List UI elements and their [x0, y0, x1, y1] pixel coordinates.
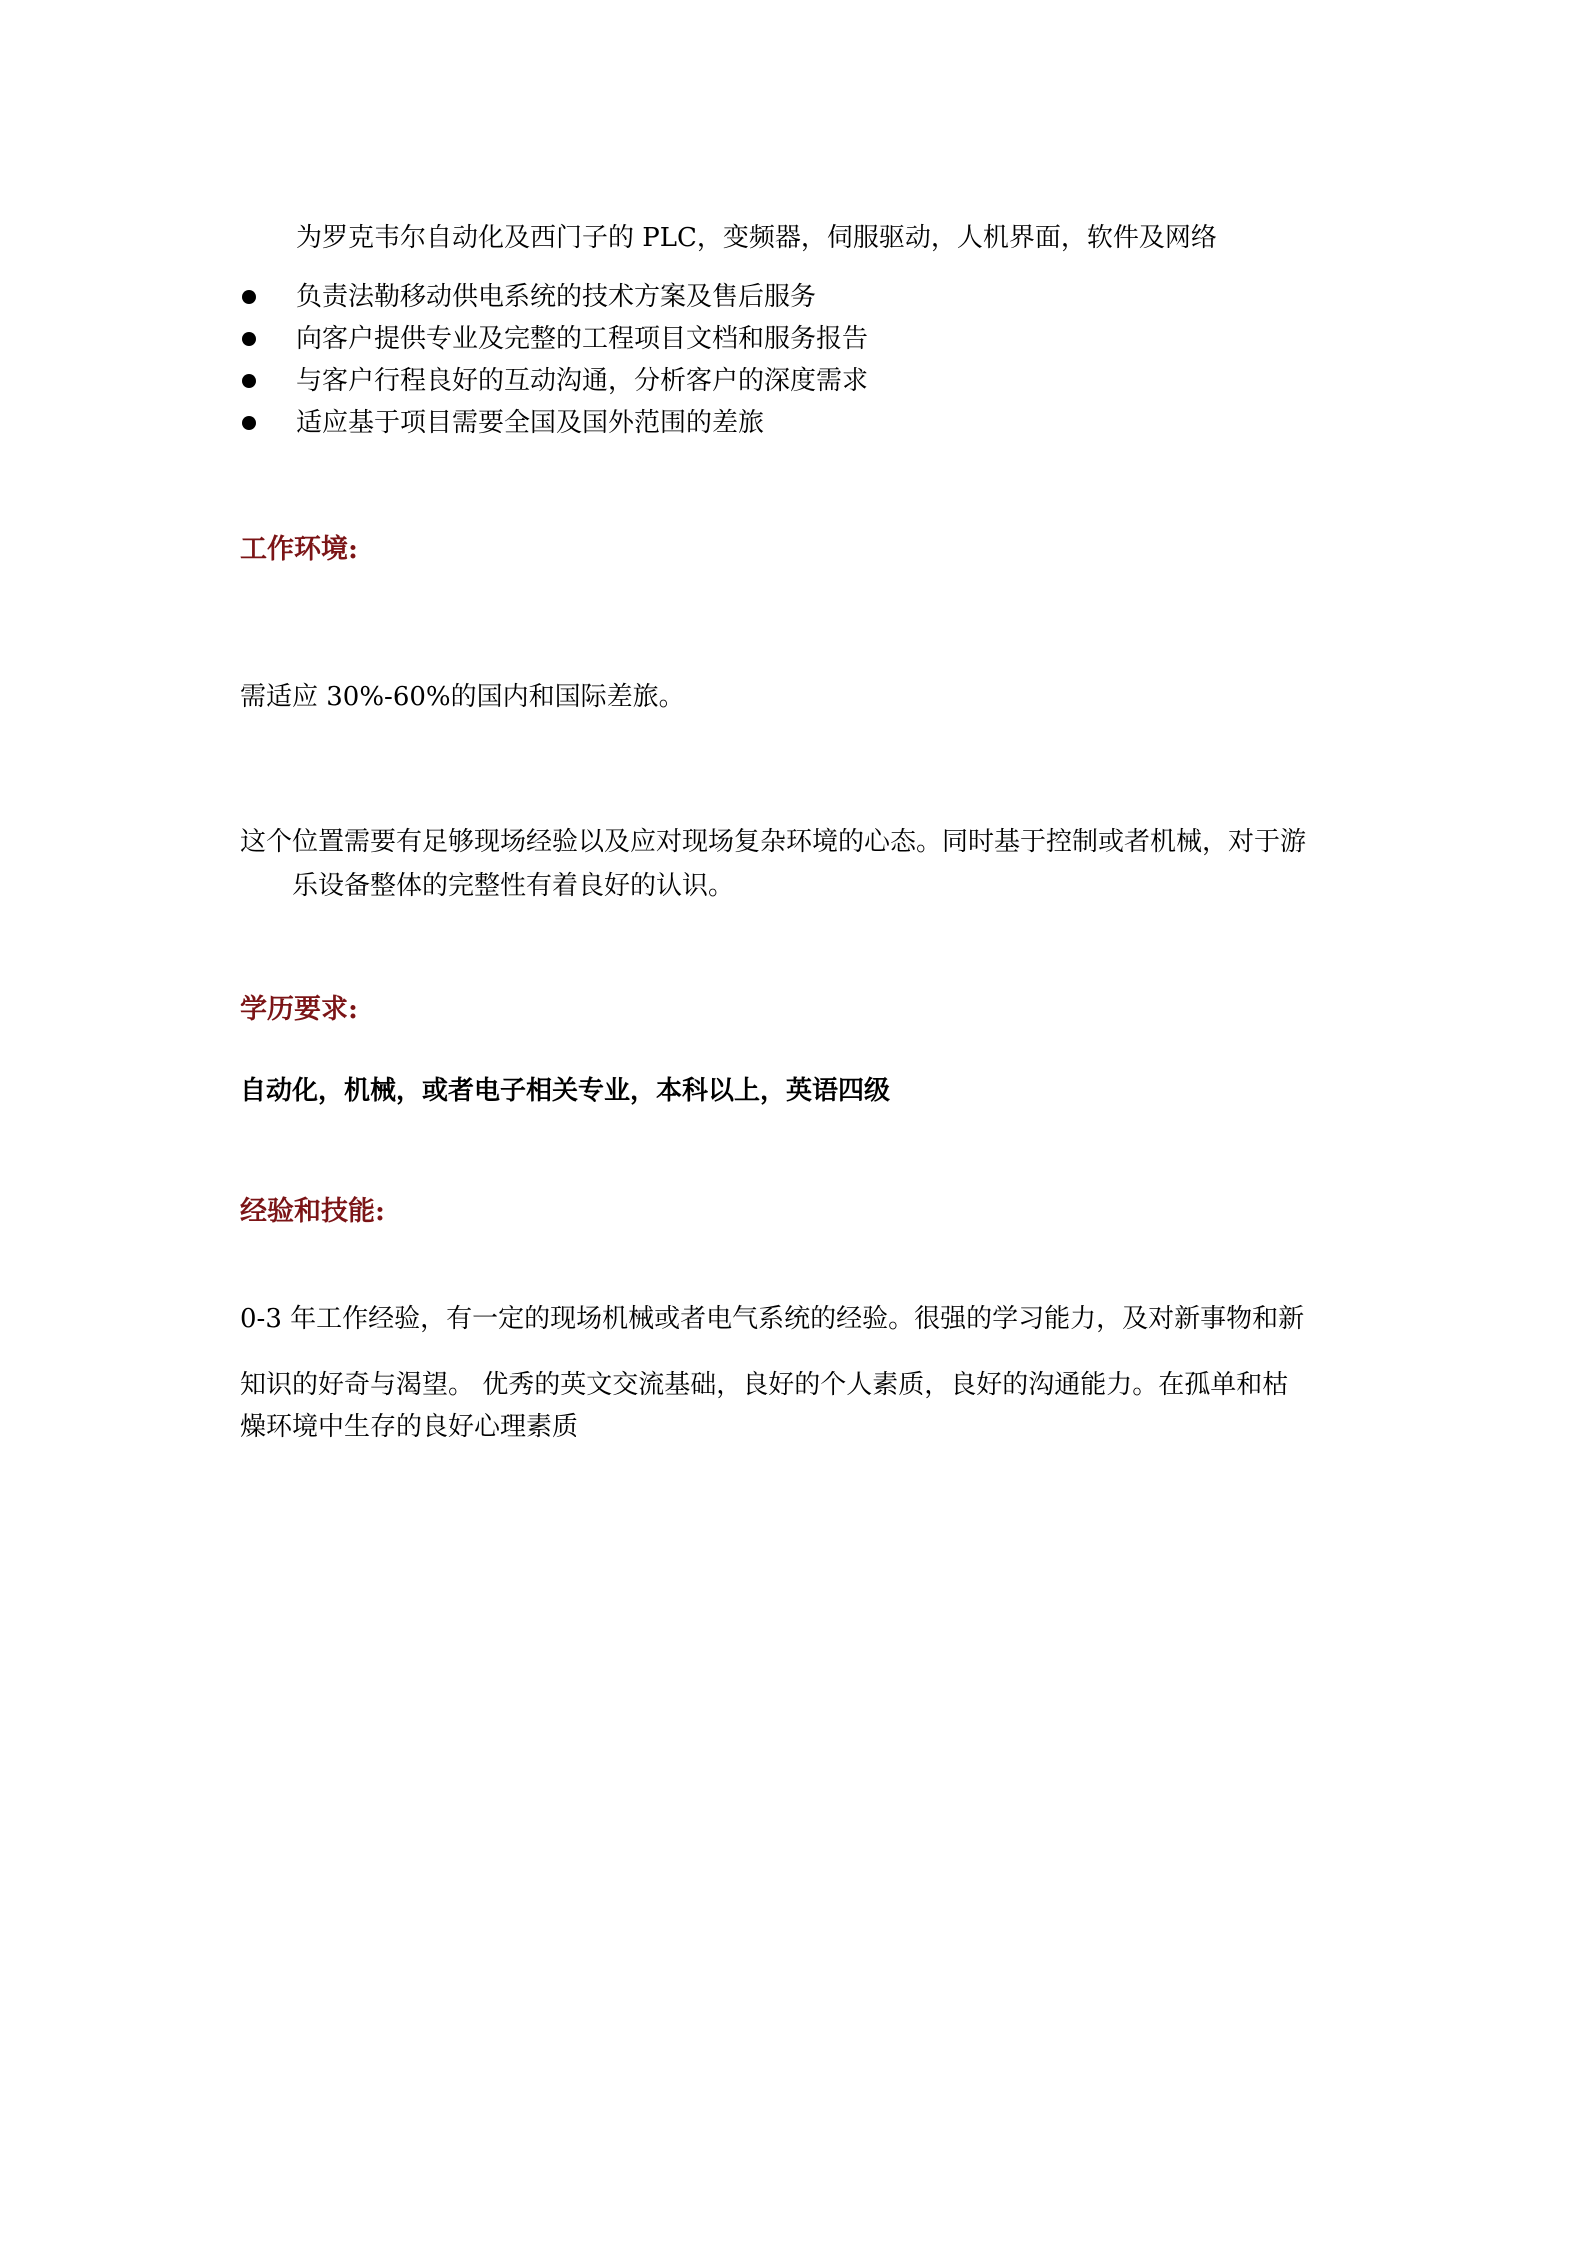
experience-description	[240, 1298, 1390, 1448]
position-description-line: 乐设备整体的完整性有着良好的认识。	[292, 871, 735, 901]
list-item	[240, 360, 1390, 402]
education-heading: 学历要求:	[240, 994, 358, 1025]
intro-line: 为罗克韦尔自动化及西门子的 PLC，变频器，伺服驱动，人机界面，软件及网络	[296, 223, 1217, 253]
education-text: 自动化，机械，或者电子相关专业，本科以上，英语四级	[240, 1076, 891, 1106]
list-item-text: 适应基于项目需要全国及国外范围的差旅	[296, 408, 765, 438]
bullet-icon	[242, 374, 256, 388]
list-item	[240, 402, 1390, 444]
experience-line: 知识的好奇与渴望。 优秀的英文交流基础，良好的个人素质，良好的沟通能力。在孤单和枯	[240, 1370, 1289, 1400]
experience-line: 燥环境中生存的良好心理素质	[240, 1412, 579, 1442]
list-item-text: 与客户行程良好的互动沟通，分析客户的深度需求	[296, 366, 869, 396]
bullet-icon	[242, 290, 256, 304]
list-item-text: 负责法勒移动供电系统的技术方案及售后服务	[296, 282, 817, 312]
experience-line: 0-3 年工作经验，有一定的现场机械或者电气系统的经验。很强的学习能力，及对新事物和新	[240, 1304, 1305, 1334]
travel-requirement: 需适应 30%-60%的国内和国际差旅。	[240, 682, 685, 712]
list-item	[240, 318, 1390, 360]
list-item-text: 向客户提供专业及完整的工程项目文档和服务报告	[296, 324, 869, 354]
experience-heading: 经验和技能:	[240, 1196, 385, 1227]
responsibility-list	[240, 276, 1390, 444]
bullet-icon	[242, 416, 256, 430]
list-item	[240, 276, 1390, 318]
bullet-icon	[242, 332, 256, 346]
position-description-line: 这个位置需要有足够现场经验以及应对现场复杂环境的心态。同时基于控制或者机械，对于游	[240, 827, 1307, 857]
position-description	[240, 820, 1390, 908]
work-environment-heading: 工作环境:	[240, 534, 358, 565]
